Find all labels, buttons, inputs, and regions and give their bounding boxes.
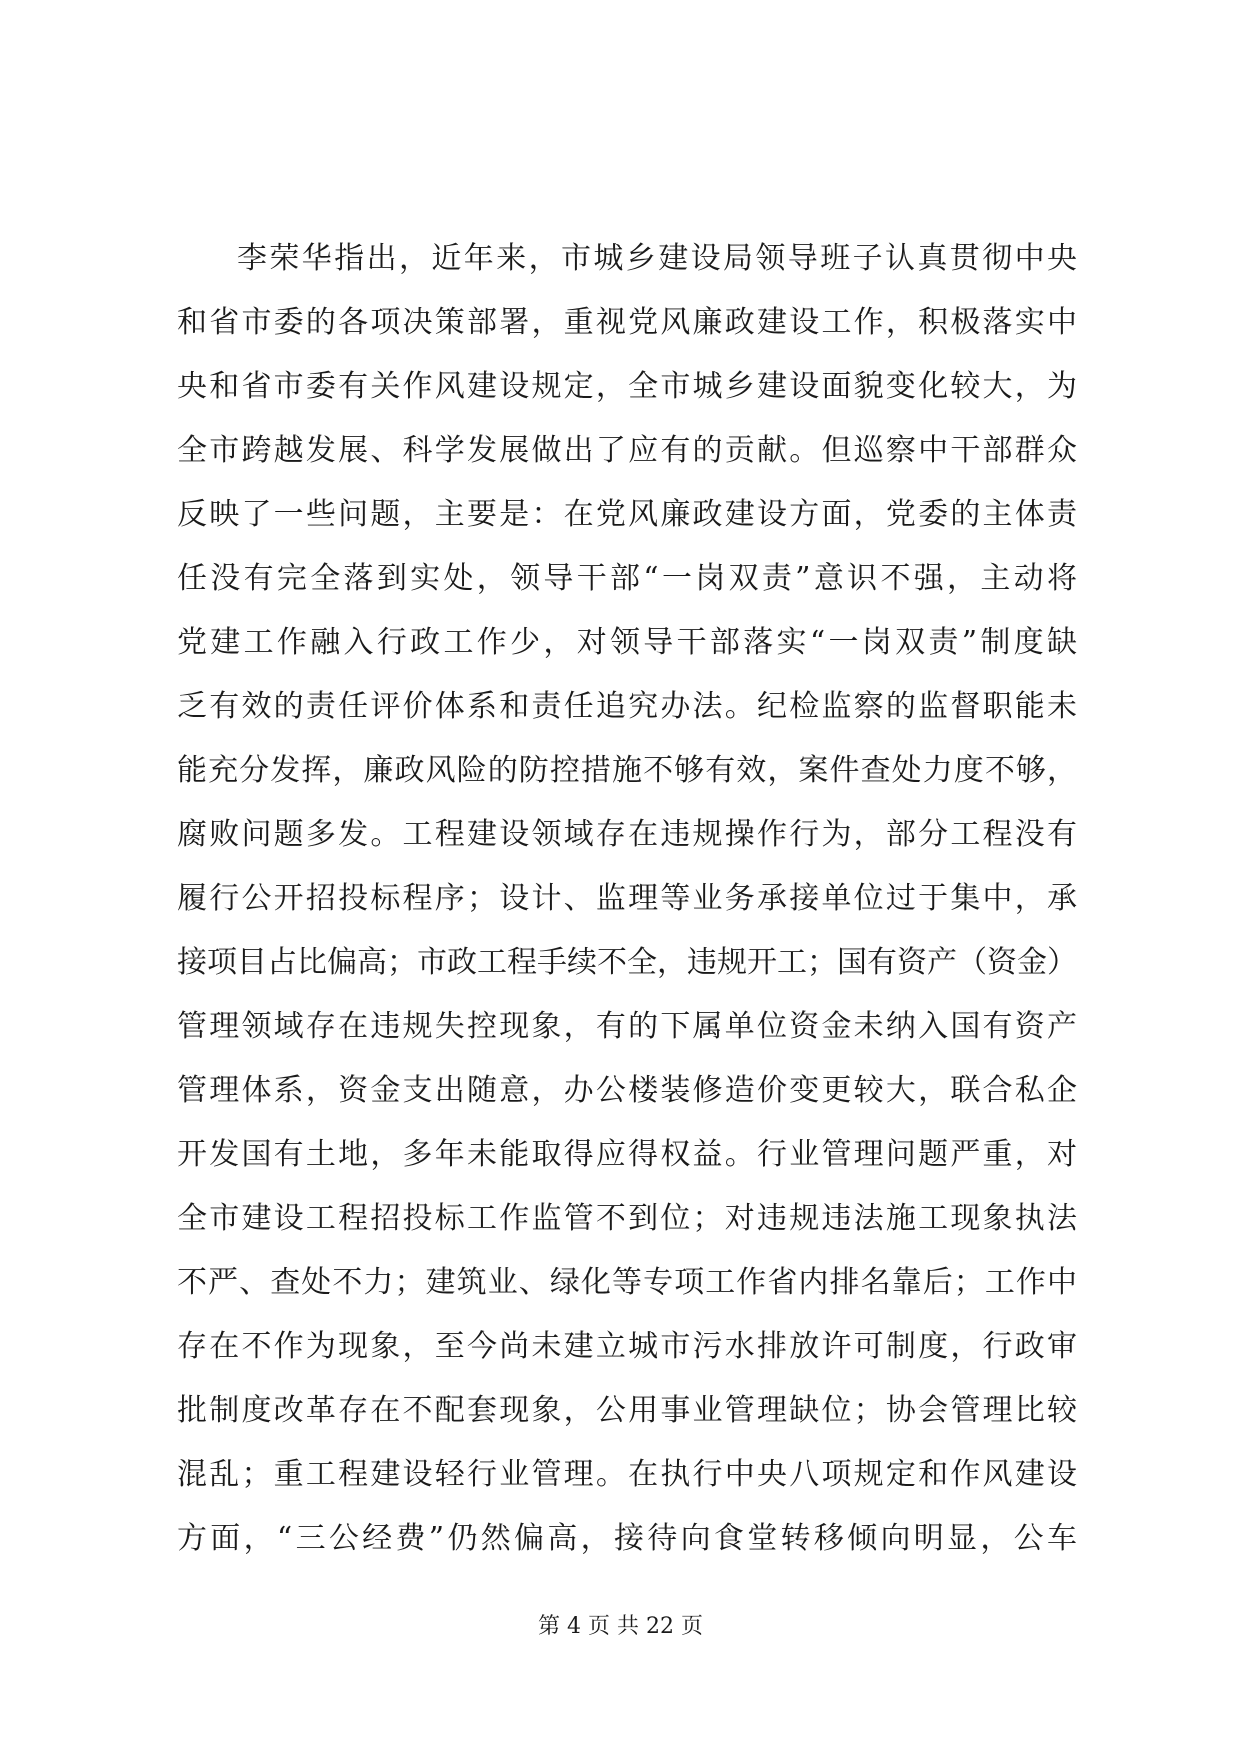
body-paragraph (177, 227, 1077, 1571)
paragraph-line: 不严、查处不力；建筑业、绿化等专项工作省内排名靠后；工作中 (177, 1265, 1077, 1300)
paragraph-line: 和省市委的各项决策部署，重视党风廉政建设工作，积极落实中 (177, 305, 1077, 340)
paragraph-line: 批制度改革存在不配套现象，公用事业管理缺位；协会管理比较 (177, 1393, 1077, 1428)
paragraph-line: 履行公开招投标程序；设计、监理等业务承接单位过于集中，承 (177, 881, 1077, 916)
paragraph-line: 央和省市委有关作风建设规定，全市城乡建设面貌变化较大，为 (177, 369, 1077, 404)
paragraph-line: 方面，“三公经费”仍然偏高，接待向食堂转移倾向明显，公车 (177, 1521, 1077, 1556)
paragraph-line: 管理体系，资金支出随意，办公楼装修造价变更较大，联合私企 (177, 1073, 1077, 1108)
paragraph-line: 混乱；重工程建设轻行业管理。在执行中央八项规定和作风建设 (177, 1457, 1077, 1492)
paragraph-line: 乏有效的责任评价体系和责任追究办法。纪检监察的监督职能未 (177, 689, 1077, 724)
paragraph-line: 李荣华指出，近年来，市城乡建设局领导班子认真贯彻中央 (237, 241, 1077, 276)
paragraph-line: 接项目占比偏高；市政工程手续不全，违规开工；国有资产（资金） (177, 945, 1077, 980)
paragraph-line: 党建工作融入行政工作少，对领导干部落实“一岗双责”制度缺 (177, 625, 1077, 660)
paragraph-line: 腐败问题多发。工程建设领域存在违规操作行为，部分工程没有 (177, 817, 1077, 852)
paragraph-line: 全市跨越发展、科学发展做出了应有的贡献。但巡察中干部群众 (177, 433, 1077, 468)
paragraph-line: 管理领域存在违规失控现象，有的下属单位资金未纳入国有资产 (177, 1009, 1077, 1044)
paragraph-line: 反映了一些问题，主要是：在党风廉政建设方面，党委的主体责 (177, 497, 1077, 532)
paragraph-line: 存在不作为现象，至今尚未建立城市污水排放许可制度，行政审 (177, 1329, 1077, 1364)
page-number-footer: 第 4 页 共 22 页 (538, 1614, 703, 1639)
paragraph-line: 能充分发挥，廉政风险的防控措施不够有效，案件查处力度不够， (177, 753, 1077, 788)
paragraph-line: 开发国有土地，多年未能取得应得权益。行业管理问题严重，对 (177, 1137, 1077, 1172)
paragraph-line: 任没有完全落到实处，领导干部“一岗双责”意识不强，主动将 (177, 561, 1077, 596)
paragraph-line: 全市建设工程招投标工作监管不到位；对违规违法施工现象执法 (177, 1201, 1077, 1236)
